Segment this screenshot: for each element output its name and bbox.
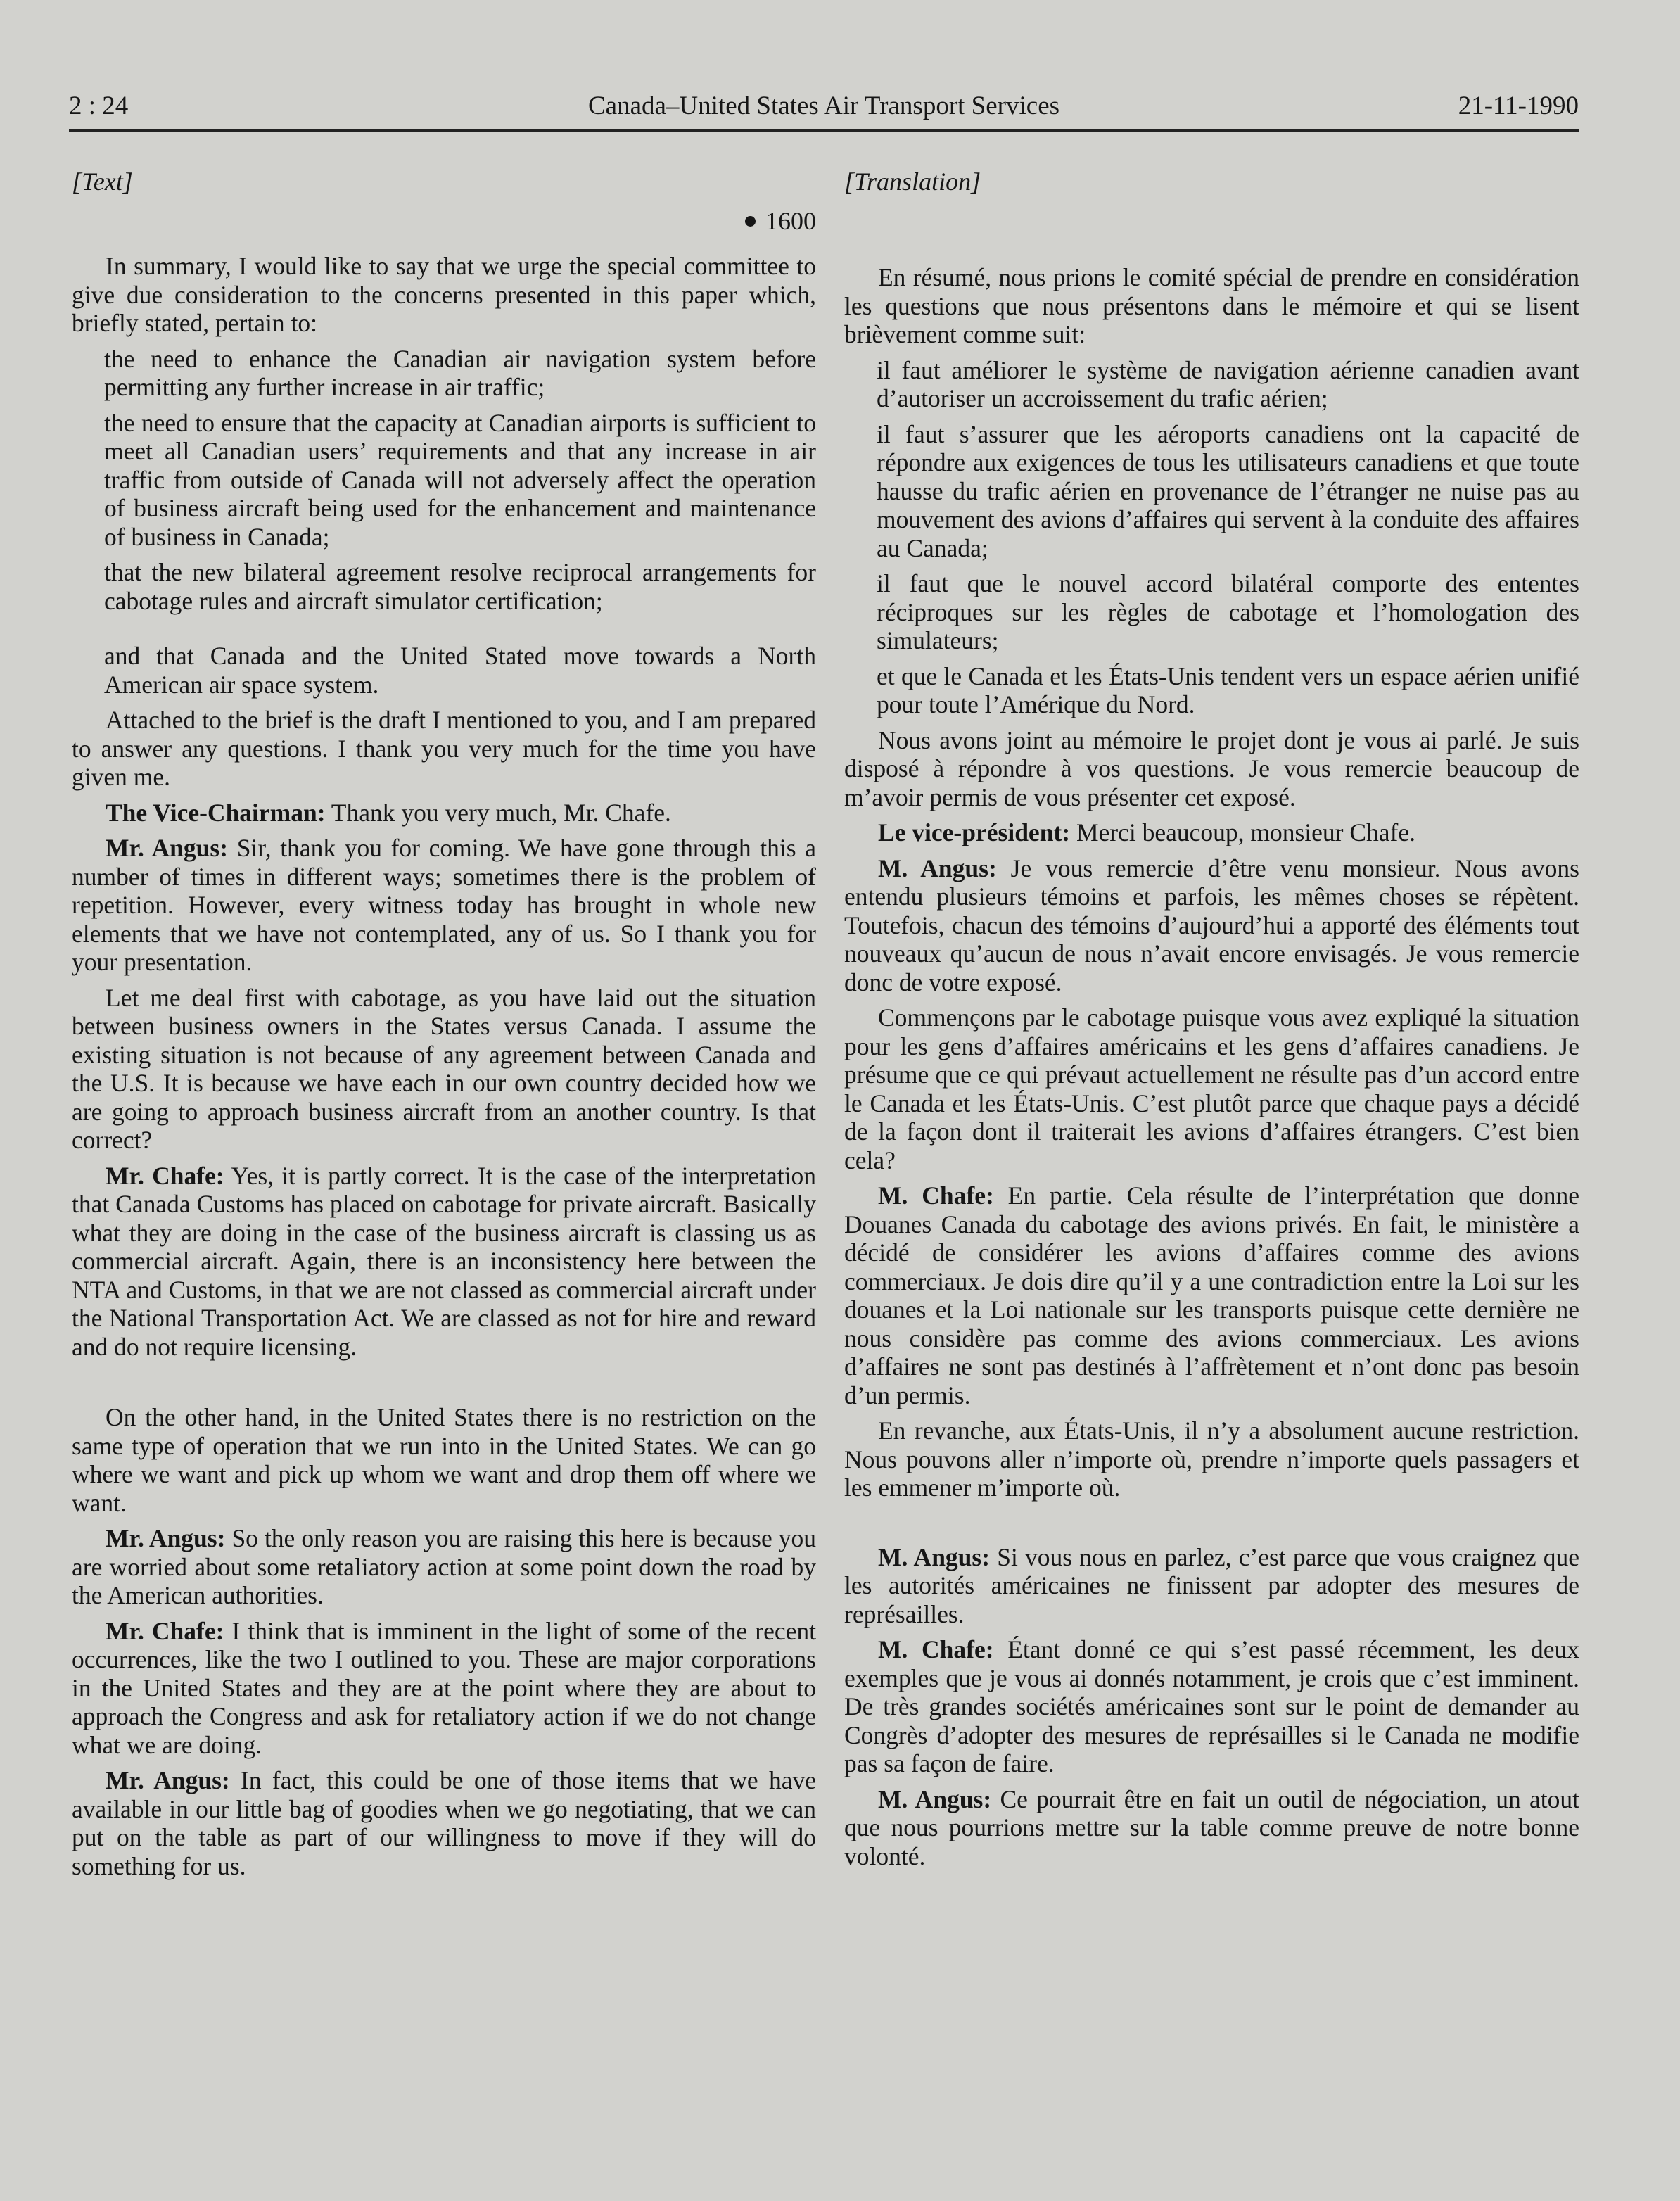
speaker-name: Mr. Angus:	[106, 834, 229, 862]
speech-paragraph	[844, 1416, 1579, 1502]
speech-paragraph	[72, 1766, 816, 1880]
speech-text: In fact, this could be one of those items that we have available in our little bag of goodies when we go negotiating, that we can put on the table as part of our willingness to move if they will do something for us.	[72, 1766, 816, 1880]
speaker-name: M. Chafe:	[878, 1635, 994, 1663]
speaker-name: Mr. Angus:	[106, 1524, 226, 1552]
column-label-text: Translation	[854, 167, 972, 196]
list-item: the need to enhance the Canadian air navigation system before permitting any further increase in air traffic;	[104, 344, 816, 401]
speech-paragraph	[844, 818, 1579, 847]
running-title: Canada–United States Air Transport Services	[587, 91, 1060, 120]
speech-text: On the other hand, in the United States there is no restriction on the same type of operation that we run into in the United States. We can go where we want and pick up whom we want and drop them off where we want.	[72, 1403, 816, 1517]
speech-paragraph	[844, 854, 1579, 997]
header-date: 21-11-1990	[1458, 91, 1579, 120]
speech-text: Si vous nous en parlez, c’est parce que vous craignez que les autorités américaines ne finissent par adopter des mesures de représailles.	[844, 1542, 1580, 1628]
speech-paragraph	[72, 984, 816, 1155]
speech-paragraph	[72, 1524, 816, 1610]
speaker-name: Mr. Chafe:	[106, 1161, 224, 1190]
speech-paragraph	[844, 1003, 1579, 1174]
speech-text: Merci beaucoup, monsieur Chafe.	[1070, 818, 1416, 846]
speech-paragraph	[72, 1617, 816, 1760]
column-label: [Translation]	[844, 167, 981, 196]
list-item: il faut que le nouvel accord bilatéral comporte des ententes réciproques sur les règles de cabotage et l’homologation des simulateurs;	[877, 569, 1579, 654]
speech-paragraph	[844, 1635, 1579, 1778]
speech-text: I think that is imminent in the light of some of the recent occurrences, like the two I outlined to you. These are major corporations in the United States and they are at the point where they are about to approach the Congress and ask for retaliatory action if we do not change what we are doing.	[72, 1616, 816, 1759]
paragraph: En résumé, nous prions le comité spécial de prendre en considération les questions que nous présentons dans le mémoire et qui se lisent brièvement comme suit:	[844, 263, 1579, 348]
speech-paragraph	[844, 1181, 1579, 1409]
speech-paragraph	[72, 834, 816, 977]
speaker-name: M. Angus:	[878, 1542, 991, 1571]
paragraph: Nous avons joint au mémoire le projet dont je vous ai parlé. Je suis disposé à répondre à vos questions. Je vous remercie beaucoup de m’avoir permis de vous présenter cet exposé.	[844, 725, 1579, 811]
column-label: [Text]	[72, 167, 133, 196]
speech-paragraph	[844, 1543, 1579, 1629]
speech-text: Yes, it is partly correct. It is the case of the interpretation that Canada Customs has placed on cabotage for private aircraft. Basically what they are doing in the case of the business aircraft is classing us as commercial aircraft. Again, there is an inconsistency here between the NTA and Customs, in that we are not classed as commercial aircraft under the National Transportation Act. We are classed as not for hire and reward and do not require licensing.	[72, 1161, 816, 1361]
list-item: et que le Canada et les États-Unis tendent vers un espace aérien unifié pour toute l’Amérique du Nord.	[877, 661, 1579, 718]
list-item: that the new bilateral agreement resolve reciprocal arrangements for cabotage rules and aircraft simulator certification;	[104, 558, 816, 615]
speaker-name: M. Chafe:	[878, 1181, 994, 1210]
timestamp-text: 1600	[765, 207, 816, 235]
speech-text: Thank you very much, Mr. Chafe.	[325, 798, 671, 827]
page-number: 2 : 24	[69, 91, 129, 120]
timestamp	[72, 205, 816, 236]
list-item: il faut s’assurer que les aéroports canadiens ont la capacité de répondre aux exigences de tous les utilisateurs canadiens et que toute hausse du trafic aérien en provenance de l’étranger ne nuise pas au mouvement des avions d’affaires qui servent à la conduite des affaires au Canada;	[877, 419, 1579, 562]
speaker-name: The Vice-Chairman:	[106, 798, 326, 827]
speech-text: Let me deal first with cabotage, as you have laid out the situation between business owners in the States versus Canada. I assume the existing situation is not because of any agreement between Canada and the U.S. It is because we have each in our own country decided how we are going to approach business aircraft from an another country. Is that correct?	[72, 983, 816, 1154]
paragraph: Attached to the brief is the draft I mentioned to you, and I am prepared to answer any questions. I thank you very much for the time you have given me.	[72, 706, 816, 791]
speech-text: Je vous remercie d’être venu monsieur. Nous avons entendu plusieurs témoins et parfois, les mêmes choses se répètent. Toutefois, chacun des témoins d’aujourd’hui a apporté des éléments tout nouveaux qu’aucun de nous n’avait encore envisagés. Je vous remercie donc de votre exposé.	[844, 854, 1579, 996]
speech-text: En revanche, aux États-Unis, il n’y a absolument aucune restriction. Nous pouvons aller n’importe où, prendre n’importe quels passagers et les emmener m’importe où.	[844, 1416, 1579, 1502]
speaker-name: M. Angus:	[878, 854, 997, 882]
speech-paragraph	[72, 1162, 816, 1362]
speech-text: En partie. Cela résulte de l’interprétation que donne Douanes Canada du cabotage des avions privés. En fait, le ministère a décidé de considérer les avions d’affaires comme des avions commerciaux. Je dois dire qu’il y a une contradiction entre la Loi sur les douanes et la Loi nationale sur les transports puisque cette dernière ne nous considère pas comme des avions commerciaux. Les avions d’affaires ne sont pas destinés à l’affrètement et n’ont donc pas besoin d’un permis.	[844, 1181, 1579, 1409]
paragraph: In summary, I would like to say that we urge the special committee to give due consideration to the concerns presented in this paper which, briefly stated, pertain to:	[72, 252, 816, 337]
speech-text: Commençons par le cabotage puisque vous avez expliqué la situation pour les gens d’affaires américains et les gens d’affaires canadiens. Je présume que ce qui prévaut actuellement ne résulte pas d’un accord entre le Canada et les États-Unis. C’est plutôt parce que chaque pays a décidé de la façon dont il traiterait les avions d’affaires étrangers. C’est bien cela?	[844, 1003, 1579, 1174]
list-item: the need to ensure that the capacity at Canadian airports is sufficient to meet all Canadian users’ requirements and that any increase in air traffic from outside of Canada will not adversely affect the operation of business aircraft being used for the enhancement and maintenance of business in Canada;	[104, 408, 816, 551]
speaker-name: M. Angus:	[878, 1784, 992, 1813]
speech-text: Ce pourrait être en fait un outil de négociation, un atout que nous pourrions mettre sur la table comme preuve de notre bonne volonté.	[844, 1784, 1579, 1870]
speech-text: Étant donné ce qui s’est passé récemment, les deux exemples que je vous ai donnés notamment, je crois que c’est imminent. De très grandes sociétés américaines sont sur le point de demander au Congrès d’adopter des mesures de représailles si le Canada ne modifie pas sa façon de faire.	[844, 1635, 1579, 1777]
speaker-name: Mr. Angus:	[106, 1766, 230, 1794]
speech-paragraph	[72, 1403, 816, 1517]
bullet-icon	[745, 216, 756, 227]
english-column	[72, 166, 816, 1887]
column-label-text: Text	[82, 167, 123, 196]
speech-text: So the only reason you are raising this here is because you are worried about some retaliatory action at some point down the road by the American authorities.	[72, 1524, 816, 1609]
french-column	[844, 166, 1579, 1877]
page-header	[69, 83, 1579, 132]
speech-text: Sir, thank you for coming. We have gone through this a number of times in different ways; sometimes there is the problem of repetition. However, every witness today has brought in whole new elements that we have not contemplated, any of us. So I thank you for your presentation.	[72, 834, 816, 976]
speaker-name: Le vice-président:	[878, 818, 1071, 846]
speaker-name: Mr. Chafe:	[106, 1616, 224, 1645]
speech-paragraph	[72, 799, 816, 827]
list-item: il faut améliorer le système de navigation aérienne canadien avant d’autoriser un accroissement du trafic aérien;	[877, 355, 1579, 412]
list-item: and that Canada and the United Stated move towards a North American air space system.	[104, 642, 816, 699]
speech-paragraph	[844, 1785, 1579, 1871]
